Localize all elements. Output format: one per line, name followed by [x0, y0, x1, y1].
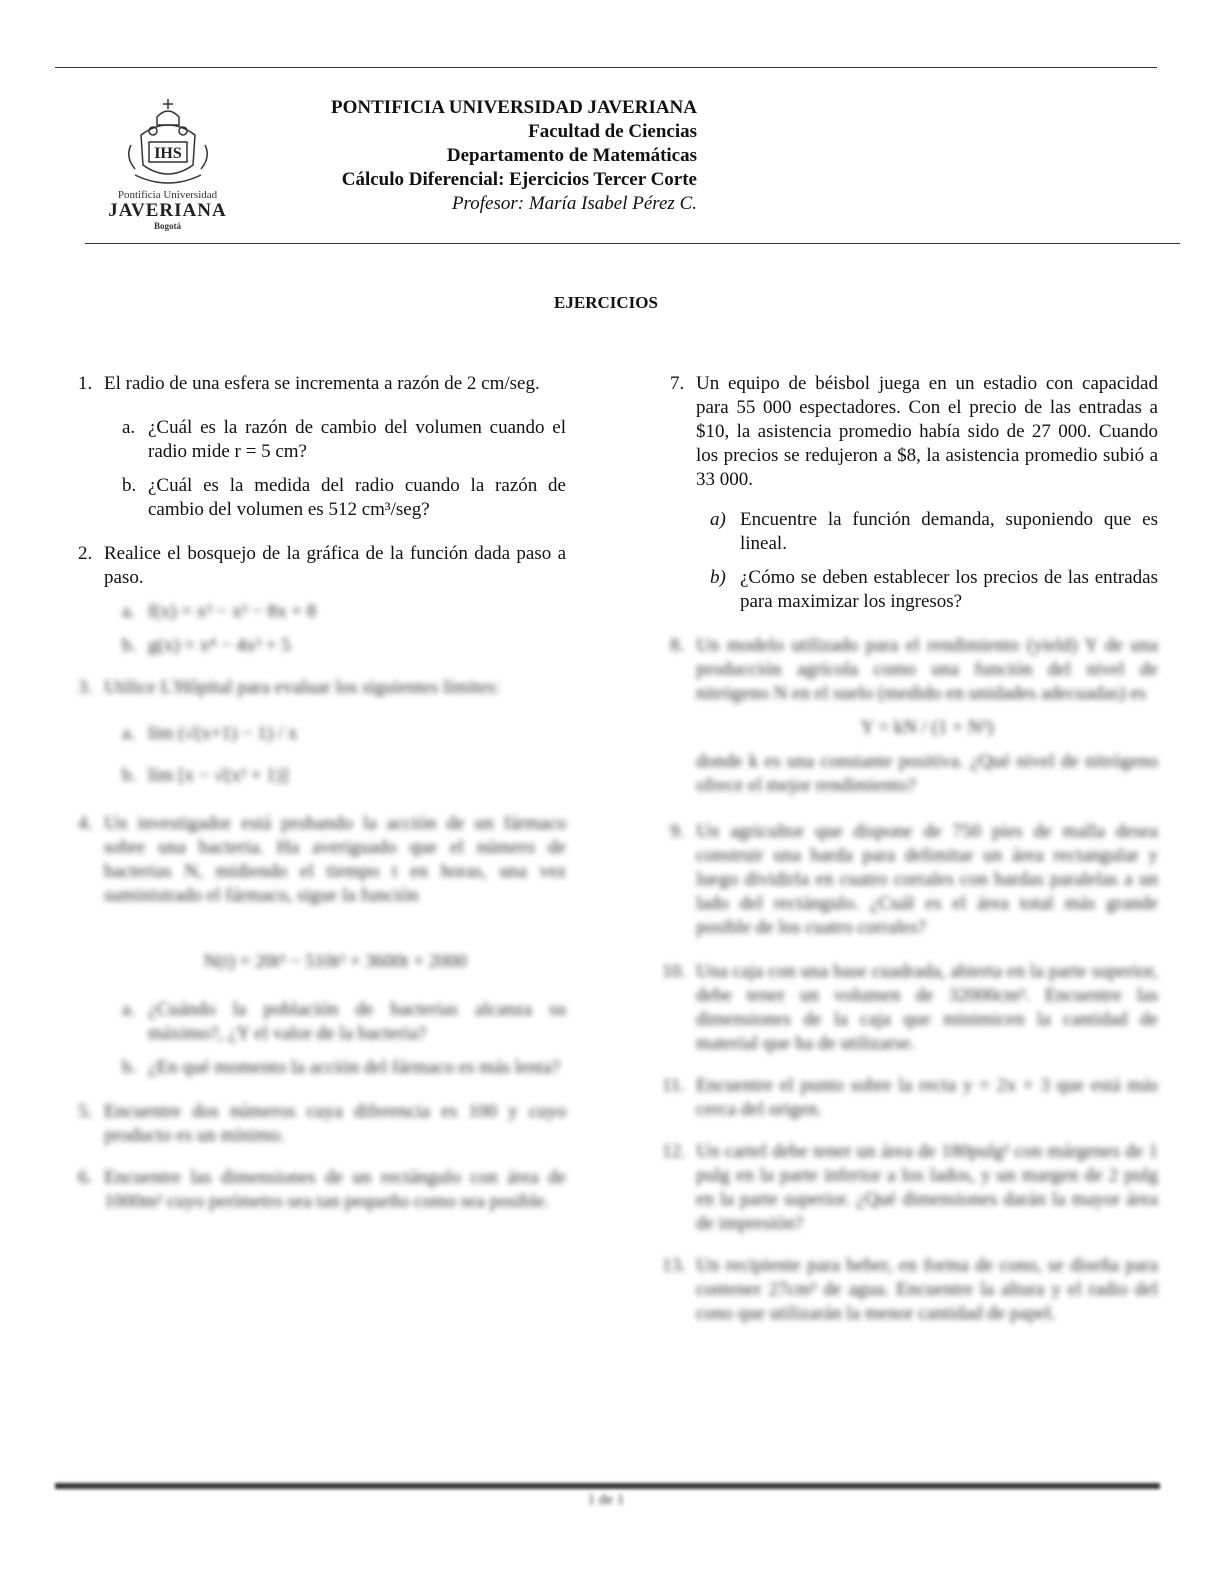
- exercise-number: 13.: [662, 1255, 686, 1276]
- exercise-formula: N(t) = 20t³ − 510t² + 3600t + 2000: [203, 951, 467, 972]
- left-column: [78, 372, 566, 1228]
- sub-item: [104, 998, 566, 1046]
- exercise-text: Utilice L'Hôpital para evaluar los siguientes límites:: [104, 677, 500, 698]
- sub-text: lím (√(x+1) − 1) / x: [148, 723, 298, 744]
- sub-text: ¿Cuál es la medida del radio cuando la razón de cambio del volumen es 512 cm³/seg?: [148, 475, 566, 520]
- exercise-formula: Y = kN / (1 + N²): [860, 717, 994, 738]
- exercise-number: 6.: [78, 1167, 93, 1188]
- exercise-number: 9.: [670, 821, 685, 842]
- exercise-8: [670, 634, 1158, 798]
- svg-text:IHS: IHS: [153, 145, 182, 162]
- exercise-text: Encuentre las dimensiones de un rectángulo con área de 1000m² cuyo perímetro sea tan pequeño como sea posible.: [104, 1167, 566, 1212]
- exercise-text: Un equipo de béisbol juega en un estadio con capacidad para 55 000 espectadores. Con el precio de las entradas a $10, la asistencia promedio había sido de 27 000. Cuando los precios se redujeron a $8, la asistencia promedio subió a 33 000.: [696, 373, 1158, 490]
- sub-label: a.: [122, 417, 136, 438]
- exercise-text: Realice el bosquejo de la gráfica de la función dada paso a paso.: [104, 543, 566, 588]
- sub-item: [104, 416, 566, 464]
- sub-item: [104, 600, 566, 624]
- top-rule: [55, 67, 1157, 68]
- sub-item: [104, 474, 566, 522]
- exercise-number: 8.: [670, 635, 685, 656]
- page-number: 1 de 1: [587, 1492, 625, 1508]
- exercise-number: 4.: [78, 813, 93, 834]
- sub-item: [104, 764, 566, 788]
- sub-label: b.: [122, 475, 137, 496]
- section-title: EJERCICIOS: [554, 293, 658, 312]
- exercise-text: Un agricultor que dispone de 750 pies de malla desea construir una barda para delimitar un área rectangular y luego dividirla en cuatro corrales con bardas paralelas a un lado del rectángulo. ¿Cuál es el área total más grande posible de los cuatro corrales?: [696, 821, 1158, 938]
- sub-text: lím [x − √(x² + 1)]: [148, 765, 289, 786]
- exercise-7: [670, 372, 1158, 614]
- exercise-1: [78, 372, 566, 522]
- exercise-number: 10.: [662, 961, 686, 982]
- ihs-emblem-icon: [123, 95, 213, 187]
- sub-item: [104, 634, 566, 658]
- exercise-5: [78, 1100, 566, 1148]
- exercise-number: 11.: [662, 1075, 686, 1096]
- exercise-text: Un modelo utilizado para el rendimiento (yield) Y de una producción agrícola como una función del nivel de nitrógeno N en el suelo (medido en unidades adecuadas) es: [696, 635, 1158, 704]
- sub-label: b.: [122, 1057, 137, 1078]
- exercise-2: [78, 542, 566, 658]
- exercise-text: Un cartel debe tener un área de 180pulg² con márgenes de 1 pulg en la parte inferior a los lados, y un margen de 2 pulg en la parte superior. ¿Qué dimensiones darán la mayor área de impresión?: [696, 1141, 1158, 1234]
- exercise-number: 3.: [78, 677, 93, 698]
- sub-item: [104, 1056, 566, 1080]
- logo-line-1: Pontificia Universidad: [117, 189, 218, 201]
- faculty-name: Facultad de Ciencias: [528, 121, 697, 142]
- exercise-10: [662, 960, 1158, 1056]
- exercise-text: Un recipiente para beber, en forma de cono, se diseña para contener 27cm³ de agua. Encuentre la altura y el radio del cono que utilizarán la menor cantidad de papel.: [696, 1255, 1158, 1324]
- sub-label: a.: [122, 601, 136, 622]
- footer-rule: [55, 1483, 1160, 1489]
- logo-line-3: Bogotá: [154, 221, 181, 231]
- exercise-text: Un investigador está probando la acción de un fármaco sobre una bacteria. Ha averiguado que el número de bacterias N, midiendo el tiempo t en horas, una vez suministrado el fármaco, sigue la función: [104, 813, 566, 906]
- exercise-number: 5.: [78, 1101, 93, 1122]
- exercise-text: El radio de una esfera se incrementa a razón de 2 cm/seg.: [104, 373, 540, 394]
- logo-line-2: JAVERIANA: [108, 200, 227, 221]
- exercise-text: Una caja con una base cuadrada, abierta en la parte superior, debe tener un volumen de 32000cm³. Encuentre las dimensiones de la caja que minimicen la cantidad de material que ha de utilizarse.: [696, 961, 1158, 1054]
- exercise-3: [78, 676, 566, 788]
- university-logo: [100, 95, 235, 240]
- sub-item: [104, 722, 566, 746]
- exercise-text-continued: donde k es una constante positiva. ¿Qué nivel de nitrógeno ofrece el mejor rendimiento?: [696, 751, 1158, 796]
- sub-text: g(x) = x⁴ − 4x³ + 5: [148, 635, 291, 656]
- exercise-number: 2.: [78, 543, 93, 564]
- exercise-number: 7.: [670, 373, 685, 394]
- sub-text: ¿Cuándo la población de bacterias alcanza su máximo?, ¿Y el valor de la bacteria?: [148, 999, 566, 1044]
- sub-label: b.: [122, 635, 137, 656]
- university-name: PONTIFICIA UNIVERSIDAD JAVERIANA: [331, 97, 697, 118]
- sub-label: a.: [122, 999, 136, 1020]
- sub-label: b.: [122, 765, 137, 786]
- sub-text: ¿Cómo se deben establecer los precios de las entradas para maximizar los ingresos?: [740, 567, 1158, 612]
- exercise-text: Encuentre dos números cuya diferencia es 100 y cuyo producto es un mínimo.: [104, 1101, 566, 1146]
- sub-text: ¿Cuál es la razón de cambio del volumen cuando el radio mide r = 5 cm?: [148, 417, 566, 462]
- sub-label: b): [710, 567, 726, 588]
- sub-label: a.: [122, 723, 136, 744]
- exercise-9: [670, 820, 1158, 940]
- exercise-number: 12.: [662, 1141, 686, 1162]
- right-column: [662, 372, 1158, 1340]
- exercise-6: [78, 1166, 566, 1214]
- sub-text: f(x) = x³ − x² − 8x + 8: [148, 601, 317, 622]
- professor-name: Profesor: María Isabel Pérez C.: [451, 193, 697, 214]
- exercise-13: [662, 1254, 1158, 1326]
- sub-label: a): [710, 509, 726, 530]
- exercise-text: Encuentre el punto sobre la recta y = 2x + 3 que está más cerca del origen.: [696, 1075, 1158, 1120]
- department-name: Departamento de Matemáticas: [446, 145, 697, 166]
- sub-text: ¿En qué momento la acción del fármaco es más lenta?: [148, 1057, 561, 1078]
- course-name: Cálculo Diferencial: Ejercicios Tercer Corte: [341, 169, 697, 190]
- header-rule: [85, 243, 1180, 244]
- sub-item: [696, 508, 1158, 556]
- exercise-number: 1.: [78, 373, 93, 394]
- exercise-11: [662, 1074, 1158, 1122]
- document-header: [331, 96, 697, 216]
- sub-text: Encuentre la función demanda, suponiendo que es lineal.: [740, 509, 1158, 554]
- exercise-12: [662, 1140, 1158, 1236]
- exercise-4: [78, 812, 566, 1080]
- sub-item: [696, 566, 1158, 614]
